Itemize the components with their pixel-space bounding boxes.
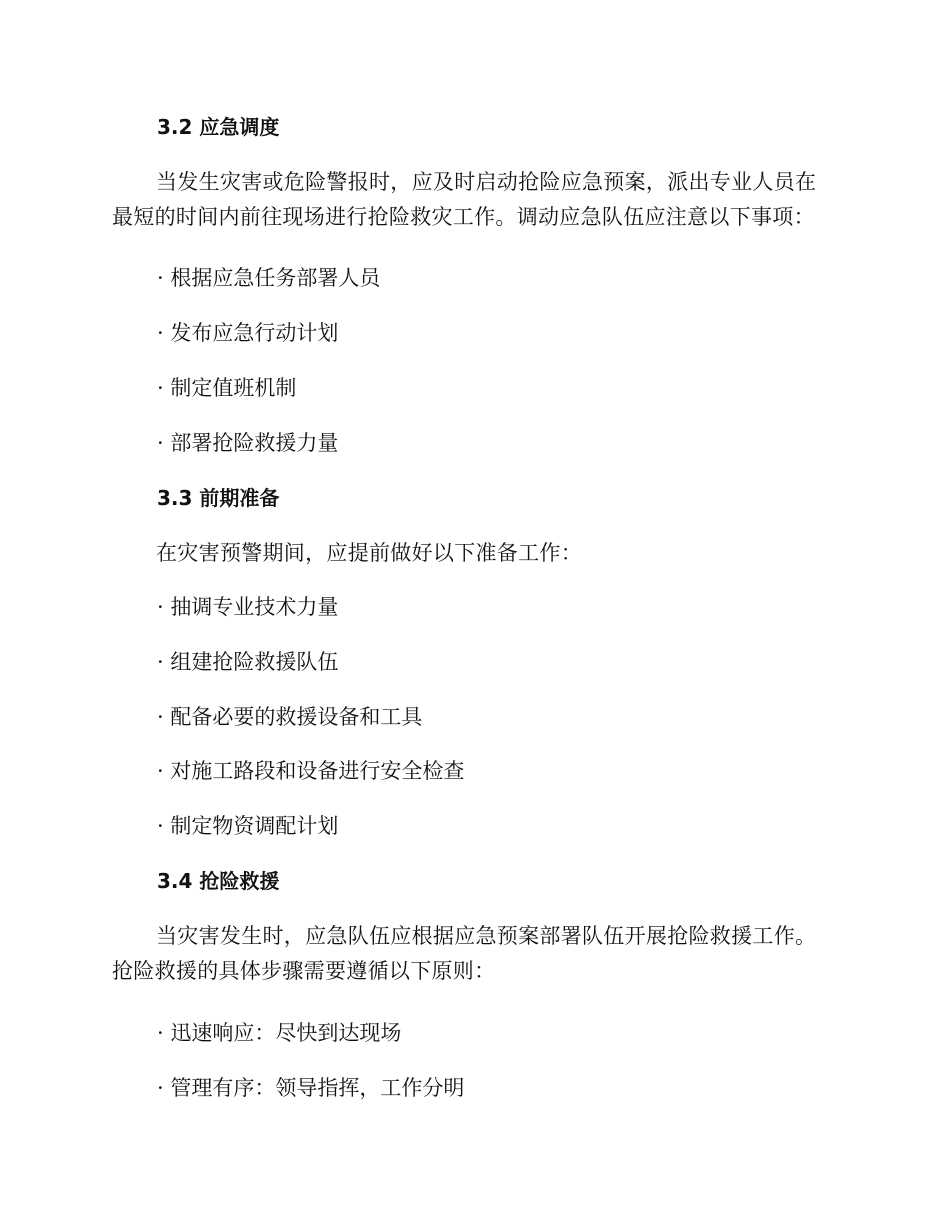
bullet-item: · 部署抢险救援力量 <box>157 431 339 455</box>
bullet-item: · 根据应急任务部署人员 <box>157 266 381 290</box>
bullet-item: · 配备必要的救援设备和工具 <box>157 705 423 729</box>
section-paragraph-3-4: 当灾害发生时，应急队伍应根据应急预案部署队伍开展抢险救援工作。抢险救援的具体步骤需要遵循以下原则： <box>112 924 817 983</box>
bullet-item: · 制定物资调配计划 <box>157 814 339 838</box>
bullet-item: · 迅速响应：尽快到达现场 <box>157 1021 402 1045</box>
section-heading-3-3: 3.3 前期准备 <box>157 486 280 510</box>
bullet-item: · 发布应急行动计划 <box>157 321 339 345</box>
section-paragraph-3-3: 在灾害预警期间，应提前做好以下准备工作： <box>156 541 582 565</box>
bullet-item: · 抽调专业技术力量 <box>157 595 339 619</box>
section-heading-3-4: 3.4 抢险救援 <box>157 869 280 893</box>
bullet-item: · 组建抢险救援队伍 <box>157 650 339 674</box>
bullet-item: · 管理有序：领导指挥，工作分明 <box>157 1076 465 1100</box>
bullet-item: · 对施工路段和设备进行安全检查 <box>157 759 465 783</box>
section-paragraph-3-2: 当发生灾害或危险警报时，应及时启动抢险应急预案，派出专业人员在最短的时间内前往现场进行抢险救灾工作。调动应急队伍应注意以下事项： <box>112 170 817 229</box>
bullet-item: · 制定值班机制 <box>157 376 297 400</box>
section-heading-3-2: 3.2 应急调度 <box>157 115 280 139</box>
